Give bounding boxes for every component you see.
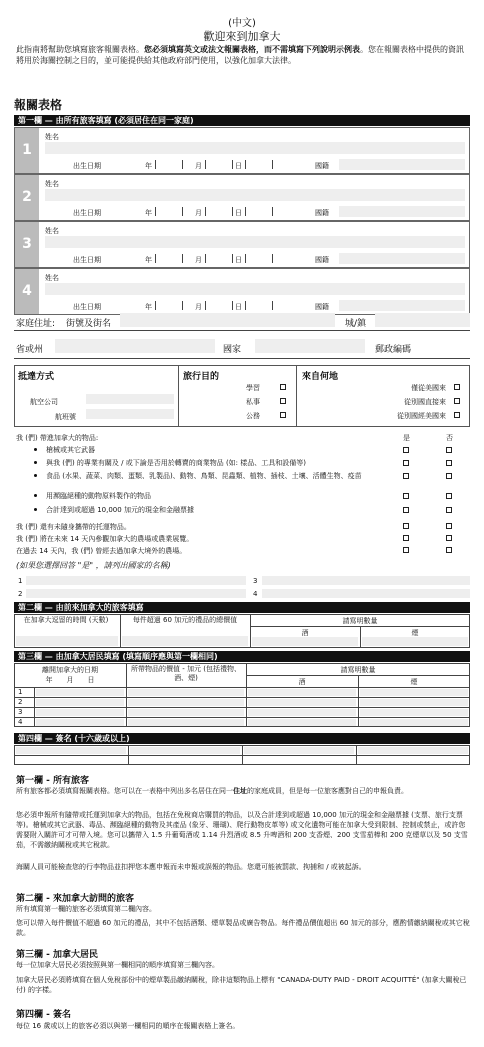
part3-quantity-header: 請寫明數量 bbox=[340, 666, 376, 674]
note2-paragraph-2: 您可以帶入每件價值不超過 60 加元的禮品，其中不包括酒類、煙草製品或廣告物品。每件禮品價值超出 60 加元的部分，應酌情繳納關稅或其它稅款。 bbox=[16, 919, 470, 937]
person-number: 2 bbox=[15, 175, 39, 220]
purpose-checkbox[interactable] bbox=[280, 412, 286, 418]
country-field-3[interactable] bbox=[262, 576, 470, 585]
part3-tobacco-field[interactable] bbox=[360, 689, 468, 696]
dob-y-label: 年 bbox=[145, 162, 152, 170]
nationality-label: 國籍 bbox=[315, 303, 329, 311]
signature-field-3[interactable] bbox=[244, 747, 354, 754]
airline-field[interactable] bbox=[86, 394, 174, 404]
part3-row-number: 1 bbox=[18, 688, 23, 696]
dob-d-field[interactable] bbox=[245, 254, 273, 263]
question-no-checkbox[interactable] bbox=[446, 523, 452, 529]
question-yes-checkbox[interactable] bbox=[403, 547, 409, 553]
part2-stay-header: 在加拿大逗留的時間 (天數) bbox=[23, 616, 109, 624]
bullet-icon bbox=[34, 474, 37, 477]
nationality-field[interactable] bbox=[339, 159, 465, 170]
part3-sub-divider bbox=[246, 675, 470, 676]
dob-d-field[interactable] bbox=[245, 160, 273, 169]
question-no-checkbox[interactable] bbox=[446, 535, 452, 541]
part3-wine-header: 酒 bbox=[298, 678, 306, 686]
part3-tobacco-field[interactable] bbox=[360, 699, 468, 706]
from-checkbox[interactable] bbox=[454, 398, 460, 404]
part3-date-field[interactable] bbox=[36, 689, 124, 696]
item-label: 合計達到或超過 10,000 加元的現金和金融票據 bbox=[46, 506, 194, 514]
name-label: 姓名 bbox=[45, 227, 59, 235]
dob-m-field[interactable] bbox=[205, 160, 233, 169]
part2-gift-field[interactable] bbox=[122, 636, 248, 646]
purpose-title: 旅行目的 bbox=[183, 372, 220, 382]
intro-text-2: 。您在報關表格中提供的資訊將用於海關控制之目的，並可能提供給其他政府部門使用，以強化加拿大法律。 bbox=[16, 45, 464, 65]
street-field[interactable] bbox=[120, 313, 335, 327]
question-no-checkbox[interactable] bbox=[446, 547, 452, 553]
form-title: 報關表格 bbox=[14, 98, 63, 112]
part3-date-field[interactable] bbox=[36, 699, 124, 706]
dob-d-label: 日 bbox=[235, 162, 242, 170]
part3-value-field[interactable] bbox=[128, 699, 244, 706]
person-block bbox=[14, 268, 470, 315]
province-label: 省或州 bbox=[16, 345, 44, 355]
country-num-2: 2 bbox=[18, 590, 23, 598]
country-field-2[interactable] bbox=[26, 589, 246, 598]
airline-label: 航空公司 bbox=[30, 398, 58, 406]
from-checkbox[interactable] bbox=[454, 412, 460, 418]
dob-m-field[interactable] bbox=[205, 207, 233, 216]
part3-wine-field[interactable] bbox=[248, 699, 356, 706]
dob-d-field[interactable] bbox=[245, 207, 273, 216]
yes-header: 是 bbox=[403, 434, 410, 442]
part3-wine-field[interactable] bbox=[248, 689, 356, 696]
bullet-icon bbox=[34, 448, 37, 451]
intro-paragraph bbox=[16, 44, 470, 66]
note1-paragraph-2: 您必須申報所有隨帶或托運到加拿大的物品，包括在免稅商店購買的物品，以及合計達到或超過 10,000 加元的現金和金融票據 (支票、旅行支票等)。槍械或其它武器、毒品、瀕臨絕種的動物及其產品 (象牙、珊瑚)、爬行動物皮革等) 或文化遺物可能在加拿大受到限制、控制或禁止，或許您需要附入關許可才可帶入境。您可以攜帶入 1.5 升葡萄酒或 1.14 升烈酒或 8.5 升啤酒和 200 支香煙、200 支雪茄棒和 200 克煙草以及 50 支雪茄，不需繳納關稅或其它稅款。 bbox=[16, 811, 468, 849]
dob-d-label: 日 bbox=[235, 209, 242, 217]
name-field[interactable] bbox=[45, 236, 465, 248]
person-number: 4 bbox=[15, 269, 39, 314]
dob-label: 出生日期 bbox=[73, 209, 101, 217]
note4-paragraph-1: 每位 16 歲或以上的旅客必須以與第一欄相同的順序在報關表格上簽名。 bbox=[16, 1022, 240, 1030]
unaccompanied-question: 我 (們) 還有未隨身攜帶的托運物品。 bbox=[16, 523, 131, 531]
dob-y-label: 年 bbox=[145, 256, 152, 264]
country-field-1[interactable] bbox=[26, 576, 246, 585]
dob-y-label: 年 bbox=[145, 209, 152, 217]
purpose-checkbox[interactable] bbox=[280, 398, 286, 404]
if-yes-note: (如果您選擇回答 "是" ，請列出國家的名稱) bbox=[16, 561, 171, 570]
country-field-4[interactable] bbox=[262, 589, 470, 598]
part3-tobacco-field[interactable] bbox=[360, 719, 468, 726]
item-yes-checkbox[interactable] bbox=[403, 447, 409, 453]
dob-label: 出生日期 bbox=[73, 162, 101, 170]
flight-label: 航班號 bbox=[55, 413, 76, 421]
item-label: 與我 (們) 的專業有關及 / 或下論是否用於轉賣的商業物品 (如: 樣品、工具和設備等) bbox=[46, 459, 306, 467]
dob-label: 出生日期 bbox=[73, 303, 101, 311]
part1-header-bar: 第一欄 — 由所有旅客填寫 (必須居住在同一家庭) bbox=[14, 115, 470, 126]
part3-value-header: 所帶物品的價值 - 加元 (包括禮物、酒、煙) bbox=[131, 665, 241, 682]
nationality-field[interactable] bbox=[339, 253, 465, 264]
part3-row-line bbox=[14, 697, 470, 698]
part2-stay-field[interactable] bbox=[16, 636, 118, 646]
purpose-label: 私事 bbox=[246, 398, 260, 406]
part3-date-subheader: 年 月 日 bbox=[45, 676, 95, 684]
name-label: 姓名 bbox=[45, 274, 59, 282]
signature-field-1[interactable] bbox=[16, 747, 126, 754]
dob-y-field[interactable] bbox=[155, 301, 183, 310]
item-yes-checkbox[interactable] bbox=[403, 460, 409, 466]
name-field[interactable] bbox=[45, 283, 465, 295]
item-no-checkbox[interactable] bbox=[446, 460, 452, 466]
part2-header-bar: 第二欄 — 由前來加拿大的旅客填寫 bbox=[14, 602, 470, 613]
item-no-checkbox[interactable] bbox=[446, 493, 452, 499]
postal-label: 郵政編碼 bbox=[375, 345, 412, 355]
nationality-label: 國籍 bbox=[315, 209, 329, 217]
dob-label: 出生日期 bbox=[73, 256, 101, 264]
note1-paragraph-3: 海關人員可能檢查您的行李物品並扣押您本應申報而未申報或誤報的物品。您還可能被罰款、拘捕和 / 或被起訴。 bbox=[16, 863, 366, 871]
question-yes-checkbox[interactable] bbox=[403, 535, 409, 541]
part3-value-field[interactable] bbox=[128, 689, 244, 696]
dob-d-label: 日 bbox=[235, 256, 242, 264]
welcome-title: 歡迎來到加拿大 bbox=[203, 30, 281, 43]
farm-question-2: 在過去 14 天內，我 (們) 曾經去過加拿大境外的農場。 bbox=[16, 547, 187, 555]
note3-paragraph-1: 每一位加拿大居民必須按照與第一欄相同的順序填寫第三欄內容。 bbox=[16, 961, 219, 969]
purpose-label: 公務 bbox=[246, 412, 260, 420]
country-num-1: 1 bbox=[18, 577, 23, 585]
part2-gift-header: 每件超過 60 加元的禮品的總價值 bbox=[132, 616, 238, 624]
country-field[interactable] bbox=[255, 339, 365, 353]
person-block bbox=[14, 221, 470, 268]
dob-m-label: 月 bbox=[195, 162, 202, 170]
language-label: (中文) bbox=[228, 18, 256, 29]
dob-y-label: 年 bbox=[145, 303, 152, 311]
dob-y-field[interactable] bbox=[155, 160, 183, 169]
city-label: 城/鎮 bbox=[345, 319, 367, 329]
province-field[interactable] bbox=[55, 339, 215, 353]
dob-y-field[interactable] bbox=[155, 207, 183, 216]
sig-mid-line bbox=[14, 755, 470, 756]
part3-header-bar: 第三欄 — 由加拿大居民填寫 (填寫順序應與第一欄相同) bbox=[14, 651, 470, 662]
from-label: 從別國經美國來 bbox=[397, 412, 446, 420]
from-title: 來自何地 bbox=[302, 372, 339, 382]
item-label: 食品 (水果、蔬菜、肉類、蛋類、乳製品)、動物、鳥類、昆蟲類、植物、插枝、土壤、活體生物、疫苗 bbox=[46, 472, 362, 480]
city-field[interactable] bbox=[375, 313, 470, 327]
item-yes-checkbox[interactable] bbox=[403, 507, 409, 513]
item-label: 用瀕臨絕種的動物原料製作的物品 bbox=[46, 492, 151, 500]
note2-paragraph-1: 所有填寫第一欄的旅客必須填寫第二欄內容。 bbox=[16, 905, 156, 913]
nationality-label: 國籍 bbox=[315, 256, 329, 264]
from-label: 從別國直接來 bbox=[404, 398, 446, 406]
part3-date-field[interactable] bbox=[36, 709, 124, 716]
arrival-title: 抵達方式 bbox=[18, 372, 55, 382]
travel-col-divider-2 bbox=[296, 365, 297, 427]
part3-row-number: 2 bbox=[18, 698, 23, 706]
dob-m-label: 月 bbox=[195, 209, 202, 217]
note1-p1b: 住址 bbox=[233, 787, 247, 795]
person-number: 3 bbox=[15, 222, 39, 267]
purpose-checkbox[interactable] bbox=[280, 384, 286, 390]
part4-header-bar: 第四欄 — 簽名 (十六歲或以上) bbox=[14, 733, 470, 744]
bring-title: 我 (們) 帶進加拿大的物品: bbox=[16, 434, 99, 442]
note1-p1c: 的家庭成員，但是每一位旅客應對自己的申報負責。 bbox=[247, 787, 408, 795]
flight-field[interactable] bbox=[86, 409, 174, 419]
address-label: 家庭住址: bbox=[16, 319, 56, 329]
address-divider bbox=[14, 330, 470, 331]
country-label: 國家 bbox=[223, 345, 242, 355]
item-yes-checkbox[interactable] bbox=[403, 473, 409, 479]
part2-quantity-header: 請寫明數量 bbox=[342, 617, 378, 625]
dob-m-field[interactable] bbox=[205, 254, 233, 263]
note2-title: 第二欄 - 來加拿大訪問的旅客 bbox=[16, 894, 135, 904]
country-num-4: 4 bbox=[253, 590, 258, 598]
part3-value-field[interactable] bbox=[128, 719, 244, 726]
dob-m-label: 月 bbox=[195, 303, 202, 311]
question-yes-checkbox[interactable] bbox=[403, 523, 409, 529]
part2-sub-divider bbox=[250, 626, 470, 627]
note1-paragraph-1 bbox=[16, 786, 470, 796]
name-field[interactable] bbox=[45, 142, 465, 154]
part2-wine-field[interactable] bbox=[252, 637, 358, 646]
farm-question: 我 (們) 將在未來 14 天內參觀加拿大的農場或農業展覽。 bbox=[16, 535, 194, 543]
part3-row-number: 3 bbox=[18, 708, 23, 716]
nationality-field[interactable] bbox=[339, 206, 465, 217]
item-yes-checkbox[interactable] bbox=[403, 493, 409, 499]
note1-title: 第一欄 - 所有旅客 bbox=[16, 776, 90, 786]
item-no-checkbox[interactable] bbox=[446, 473, 452, 479]
note3-paragraph-2: 加拿大居民必須將填寫在個人免稅部份中的煙草製品繳納關稅，除非這類物品上標有 "CANADA-DUTY PAID - DROIT ACQUITTÉ" (加拿大關稅已付) 的字樣。 bbox=[16, 976, 467, 994]
intro-text-1: 此指南將幫助您填寫旅客報關表格。 bbox=[16, 45, 144, 54]
part2-wine-header: 酒 bbox=[301, 629, 309, 637]
travel-col-divider-1 bbox=[178, 365, 179, 427]
bullet-icon bbox=[34, 494, 37, 497]
signature-field-2[interactable] bbox=[130, 747, 240, 754]
person-block bbox=[14, 127, 470, 174]
part3-tobacco-field[interactable] bbox=[360, 709, 468, 716]
dob-m-field[interactable] bbox=[205, 301, 233, 310]
name-field[interactable] bbox=[45, 189, 465, 201]
note1-p1a: 所有旅客都必須填寫報關表格。您可以在一表格中列出多名居住在同一 bbox=[16, 787, 233, 795]
signature-field-4[interactable] bbox=[358, 747, 468, 754]
part3-row-line bbox=[14, 717, 470, 718]
part3-row-line bbox=[14, 707, 470, 708]
intro-text-bold: 您必須填寫英文或法文報關表格，而不需填寫下列說明示例表 bbox=[144, 45, 360, 54]
from-checkbox[interactable] bbox=[454, 384, 460, 390]
part3-wine-field[interactable] bbox=[248, 719, 356, 726]
part3-tobacco-header: 煙 bbox=[410, 678, 418, 686]
bullet-icon bbox=[34, 508, 37, 511]
name-label: 姓名 bbox=[45, 133, 59, 141]
part3-row-line bbox=[14, 687, 470, 688]
dob-d-field[interactable] bbox=[245, 301, 273, 310]
item-no-checkbox[interactable] bbox=[446, 447, 452, 453]
bullet-icon bbox=[34, 461, 37, 464]
province-divider bbox=[14, 358, 470, 359]
street-label: 街號及街名 bbox=[66, 319, 112, 329]
item-label: 槍械或其它武器 bbox=[46, 446, 95, 454]
person-block bbox=[14, 174, 470, 221]
note4-title: 第四欄 - 簽名 bbox=[16, 1010, 72, 1020]
part3-value-field[interactable] bbox=[128, 709, 244, 716]
from-label: 僅從美國來 bbox=[411, 384, 446, 392]
part3-wine-field[interactable] bbox=[248, 709, 356, 716]
nationality-field[interactable] bbox=[339, 300, 465, 311]
name-label: 姓名 bbox=[45, 180, 59, 188]
item-no-checkbox[interactable] bbox=[446, 507, 452, 513]
part2-tobacco-header: 煙 bbox=[411, 629, 419, 637]
note3-title: 第三欄 - 加拿大居民 bbox=[16, 950, 99, 960]
part3-row-number: 4 bbox=[18, 718, 23, 726]
part3-num-divider bbox=[34, 687, 35, 727]
nationality-label: 國籍 bbox=[315, 162, 329, 170]
person-number: 1 bbox=[15, 128, 39, 173]
dob-y-field[interactable] bbox=[155, 254, 183, 263]
part3-date-field[interactable] bbox=[36, 719, 124, 726]
purpose-label: 學習 bbox=[246, 384, 260, 392]
dob-m-label: 月 bbox=[195, 256, 202, 264]
country-num-3: 3 bbox=[253, 577, 258, 585]
part2-tobacco-field[interactable] bbox=[362, 637, 468, 646]
part2-col-div-1 bbox=[120, 614, 121, 648]
part3-date-header: 離開加拿大的日期 bbox=[42, 666, 98, 674]
no-header: 否 bbox=[446, 434, 453, 442]
dob-d-label: 日 bbox=[235, 303, 242, 311]
